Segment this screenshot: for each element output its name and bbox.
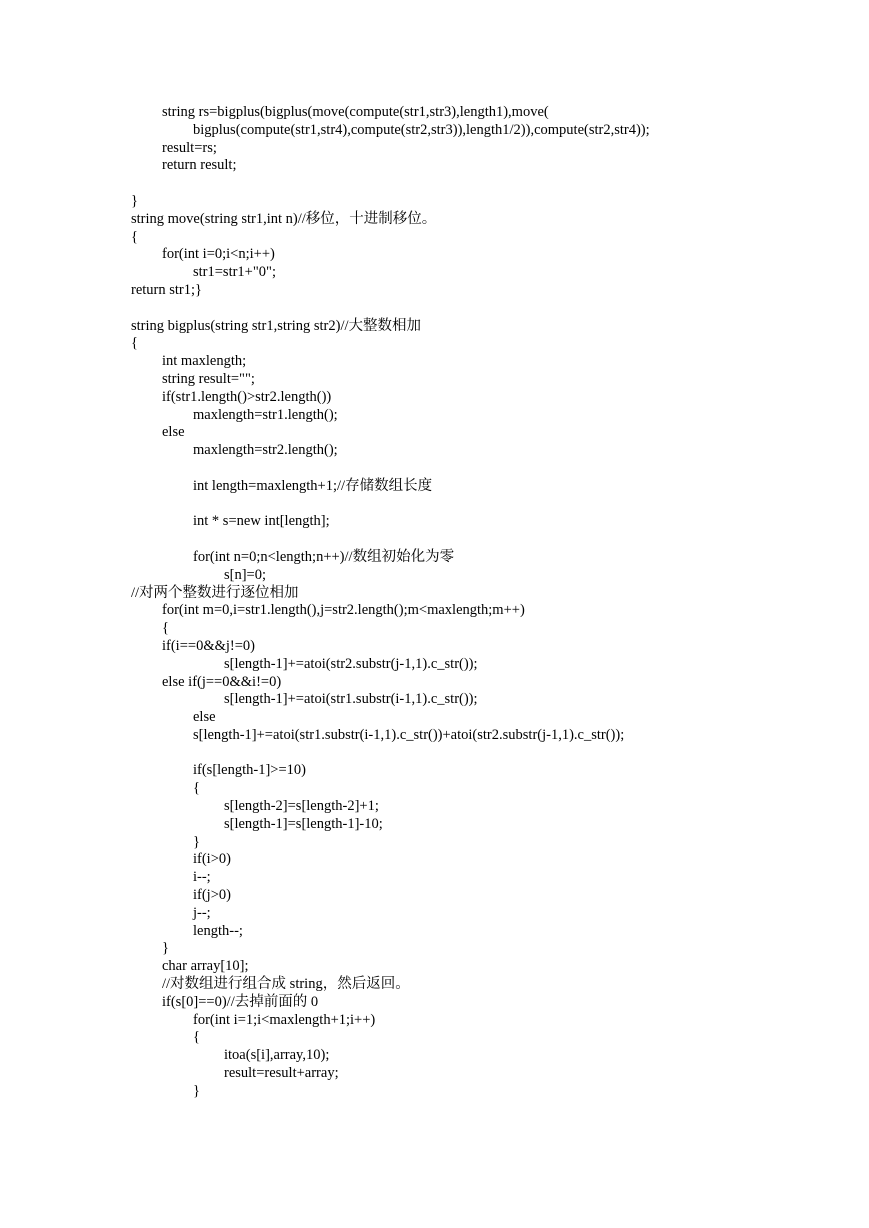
- code-line: [0, 424, 869, 442]
- code-line-text: char array[10];: [162, 958, 249, 975]
- code-line: [0, 1029, 869, 1047]
- code-line: [0, 353, 869, 371]
- code-listing: [0, 104, 869, 1101]
- code-line-text: if(s[0]==0)//去掉前面的 0: [162, 993, 319, 1010]
- code-line: [0, 531, 869, 549]
- code-line: [0, 780, 869, 798]
- code-line-text: //对数组进行组合成 string，然后返回。: [162, 976, 410, 993]
- code-line-text: }: [193, 1082, 200, 1099]
- code-line: [0, 496, 869, 514]
- code-line-text: else: [162, 424, 185, 441]
- code-line: [0, 513, 869, 531]
- code-line: [0, 389, 869, 407]
- code-line-text: int length=maxlength+1;//存储数组长度: [193, 477, 433, 494]
- code-line: [0, 567, 869, 585]
- code-line: [0, 175, 869, 193]
- code-line: [0, 762, 869, 780]
- code-line-text: {: [193, 1029, 200, 1046]
- code-line: [0, 887, 869, 905]
- code-line: [0, 193, 869, 211]
- code-line-text: string move(string str1,int n)//移位，十进制移位。: [131, 210, 437, 227]
- code-line: [0, 602, 869, 620]
- code-line: [0, 691, 869, 709]
- code-line-text: if(str1.length()>str2.length()): [162, 388, 332, 405]
- code-line-text: s[length-1]+=atoi(str2.substr(j-1,1).c_str());: [224, 655, 478, 672]
- code-line: [0, 994, 869, 1012]
- code-line: [0, 745, 869, 763]
- code-line: [0, 656, 869, 674]
- code-line-text: }: [193, 833, 200, 850]
- code-line-text: }: [131, 192, 138, 209]
- code-line-text: if(s[length-1]>=10): [193, 762, 306, 779]
- code-line-text: length--;: [193, 922, 243, 939]
- code-line: [0, 1065, 869, 1083]
- code-line: [0, 869, 869, 887]
- code-line-text: s[length-1]+=atoi(str1.substr(i-1,1).c_str())+atoi(str2.substr(j-1,1).c_str());: [193, 726, 625, 743]
- code-line: [0, 282, 869, 300]
- code-line-text: //对两个整数进行逐位相加: [131, 584, 299, 601]
- code-line: [0, 834, 869, 852]
- code-line-text: s[n]=0;: [224, 566, 267, 583]
- code-line-text: itoa(s[i],array,10);: [224, 1047, 330, 1064]
- code-line: [0, 638, 869, 656]
- code-line: [0, 371, 869, 389]
- code-line-text: else if(j==0&&i!=0): [162, 673, 282, 690]
- code-line: [0, 122, 869, 140]
- code-line-text: {: [193, 780, 200, 797]
- code-line-text: if(i>0): [193, 851, 231, 868]
- code-line: [0, 923, 869, 941]
- code-line: [0, 549, 869, 567]
- code-line-text: }: [162, 940, 169, 957]
- code-line: [0, 229, 869, 247]
- code-line: [0, 674, 869, 692]
- code-line: [0, 1083, 869, 1101]
- code-line-text: string result="";: [162, 370, 255, 387]
- code-line: [0, 407, 869, 425]
- code-line: [0, 851, 869, 869]
- code-line-text: s[length-1]=s[length-1]-10;: [224, 815, 383, 832]
- code-line: [0, 211, 869, 229]
- code-line-text: string bigplus(string str1,string str2)//大整数相加: [131, 317, 421, 334]
- code-line: [0, 798, 869, 816]
- code-line-text: return str1;}: [131, 281, 202, 298]
- code-line: [0, 318, 869, 336]
- code-line-text: if(j>0): [193, 887, 231, 904]
- code-line: [0, 958, 869, 976]
- code-line-text: int * s=new int[length];: [193, 513, 330, 530]
- code-line-text: s[length-2]=s[length-2]+1;: [224, 798, 379, 815]
- code-line: [0, 300, 869, 318]
- code-line: [0, 585, 869, 603]
- code-line: [0, 709, 869, 727]
- code-line: [0, 727, 869, 745]
- code-line-text: for(int m=0,i=str1.length(),j=str2.length();m<maxlength;m++): [162, 602, 525, 619]
- code-line-text: result=rs;: [162, 139, 217, 156]
- code-line: [0, 816, 869, 834]
- code-line: [0, 140, 869, 158]
- code-line-text: {: [162, 620, 169, 637]
- code-line: [0, 264, 869, 282]
- code-line: [0, 246, 869, 264]
- code-line: [0, 905, 869, 923]
- code-line-text: maxlength=str1.length();: [193, 406, 338, 423]
- code-line-text: {: [131, 228, 138, 245]
- code-line-text: int maxlength;: [162, 353, 247, 370]
- code-line: [0, 976, 869, 994]
- code-line-text: j--;: [193, 904, 211, 921]
- code-line: [0, 335, 869, 353]
- code-line-text: string rs=bigplus(bigplus(move(compute(str1,str3),length1),move(: [162, 104, 549, 120]
- code-line: [0, 620, 869, 638]
- code-line-text: bigplus(compute(str1,str4),compute(str2,str3)),length1/2)),compute(str2,str4));: [193, 121, 650, 138]
- code-line: [0, 460, 869, 478]
- code-line-text: if(i==0&&j!=0): [162, 637, 255, 654]
- code-line-text: for(int i=0;i<n;i++): [162, 246, 275, 263]
- code-line: [0, 1047, 869, 1065]
- code-line: [0, 478, 869, 496]
- code-line-text: s[length-1]+=atoi(str1.substr(i-1,1).c_str());: [224, 691, 478, 708]
- code-line-text: return result;: [162, 157, 237, 174]
- code-line-text: str1=str1+"0";: [193, 264, 276, 281]
- code-line: [0, 442, 869, 460]
- code-line: [0, 940, 869, 958]
- code-line-text: i--;: [193, 869, 211, 886]
- code-line-text: maxlength=str2.length();: [193, 442, 338, 459]
- code-line-text: else: [193, 709, 216, 726]
- code-line: [0, 1012, 869, 1030]
- code-line-text: result=result+array;: [224, 1065, 339, 1082]
- code-line-text: for(int i=1;i<maxlength+1;i++): [193, 1011, 376, 1028]
- code-line-text: for(int n=0;n<length;n++)//数组初始化为零: [193, 548, 455, 565]
- code-line-text: {: [131, 335, 138, 352]
- code-line: [0, 157, 869, 175]
- code-line: [0, 104, 869, 122]
